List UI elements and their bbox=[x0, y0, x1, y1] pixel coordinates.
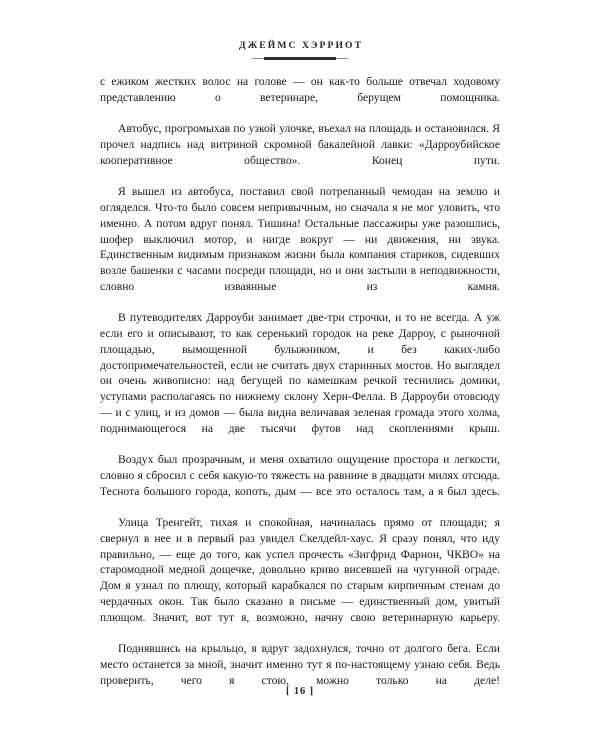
paragraph: Воздух был прозрачным, и меня охватило ощущение простора и легкости, словно я сбросил с себя какую-то тяжесть на равнине в двадцати милях отсюда. Теснота большого города, копоть, дым — все это осталось там, а я был здесь. bbox=[100, 453, 500, 498]
paragraph: Я вышел из автобуса, поставил свой потрепанный чемодан на землю и огляделся. Что-то было совсем непривычным, но сначала я не мог уловить, что именно. А потом вдруг понял. Тишина! Остальные пассажиры уже разошлись, шофер выключил мотор, и нигде вокруг — ни движения, ни звука. Единственным видимым признаком жизни была компания стариков, сидевших возле башенки с часами посреди площади, но и они застыли в неподвижности, словно изваянные из камня. bbox=[100, 185, 500, 293]
running-head bbox=[100, 41, 500, 61]
paragraph: Улица Тренгейт, тихая и спокойная, начиналась прямо от площади; я свернул в нее и в первый раз увидел Скелдейл-хаус. Я сразу понял, что иду правильно, — еще до того, как успел прочесть «Зигфрид Фарнон, ЧКВО» на старомодной медной дощечке, довольно криво висевшей на чугунной ограде. Дом я узнал по плющу, который карабкался по старым кирпичным стенам до чердачных окон. Так было сказано в письме — единственный дом, увитый плющом. Значит, вот тут я, возможно, начну свою ветеринарную карьеру. bbox=[100, 516, 500, 624]
paragraph: с ежиком жестких волос на голове — он как-то больше отвечал ходовому представлению о ветеринаре, берущем помощника. bbox=[100, 75, 500, 104]
paragraph: Поднявшись на крыльцо, я вдруг задохнулся, точно от долгого бега. Если место останется за мной, значит именно тут я по-настоящему узнаю себя. Ведь проверить, чего я стою, можно только на деле! bbox=[100, 642, 500, 687]
paragraph: Автобус, прогромыхав по узкой улочке, въехал на площадь и остановился. Я прочел надпись над витриной скромной бакалейной лавки: «Дарроубийское кооперативное общество». Конец пути. bbox=[100, 122, 500, 167]
header-rule-core bbox=[264, 57, 336, 59]
paragraph: В путеводителях Дарроуби занимает две-три строчки, и то не всегда. А уж если его и описывают, то как серенький городок на реке Дарроу, с рыночной площадью, вымощенной булыжником, и без каких-либо достопримечательностей, если не считать двух старинных мостов. Но выглядел он очень живописно: над бегущей по камешкам речкой теснились домики, уступами располагаясь по нижнему склону Херн-Фелла. В Дарроуби отовсюду — и с улиц, и из домов — была видна величавая зеленая громада этого холма, поднимающегося на две тысячи футов над скоплениями крыш. bbox=[100, 311, 500, 435]
page-folio bbox=[100, 681, 500, 699]
page-number: [ 16 ] bbox=[286, 686, 314, 697]
running-head-title: ДЖЕЙМС ХЭРРИОТ bbox=[239, 40, 364, 51]
body-text bbox=[100, 74, 500, 704]
header-rule-ornament bbox=[252, 57, 348, 61]
